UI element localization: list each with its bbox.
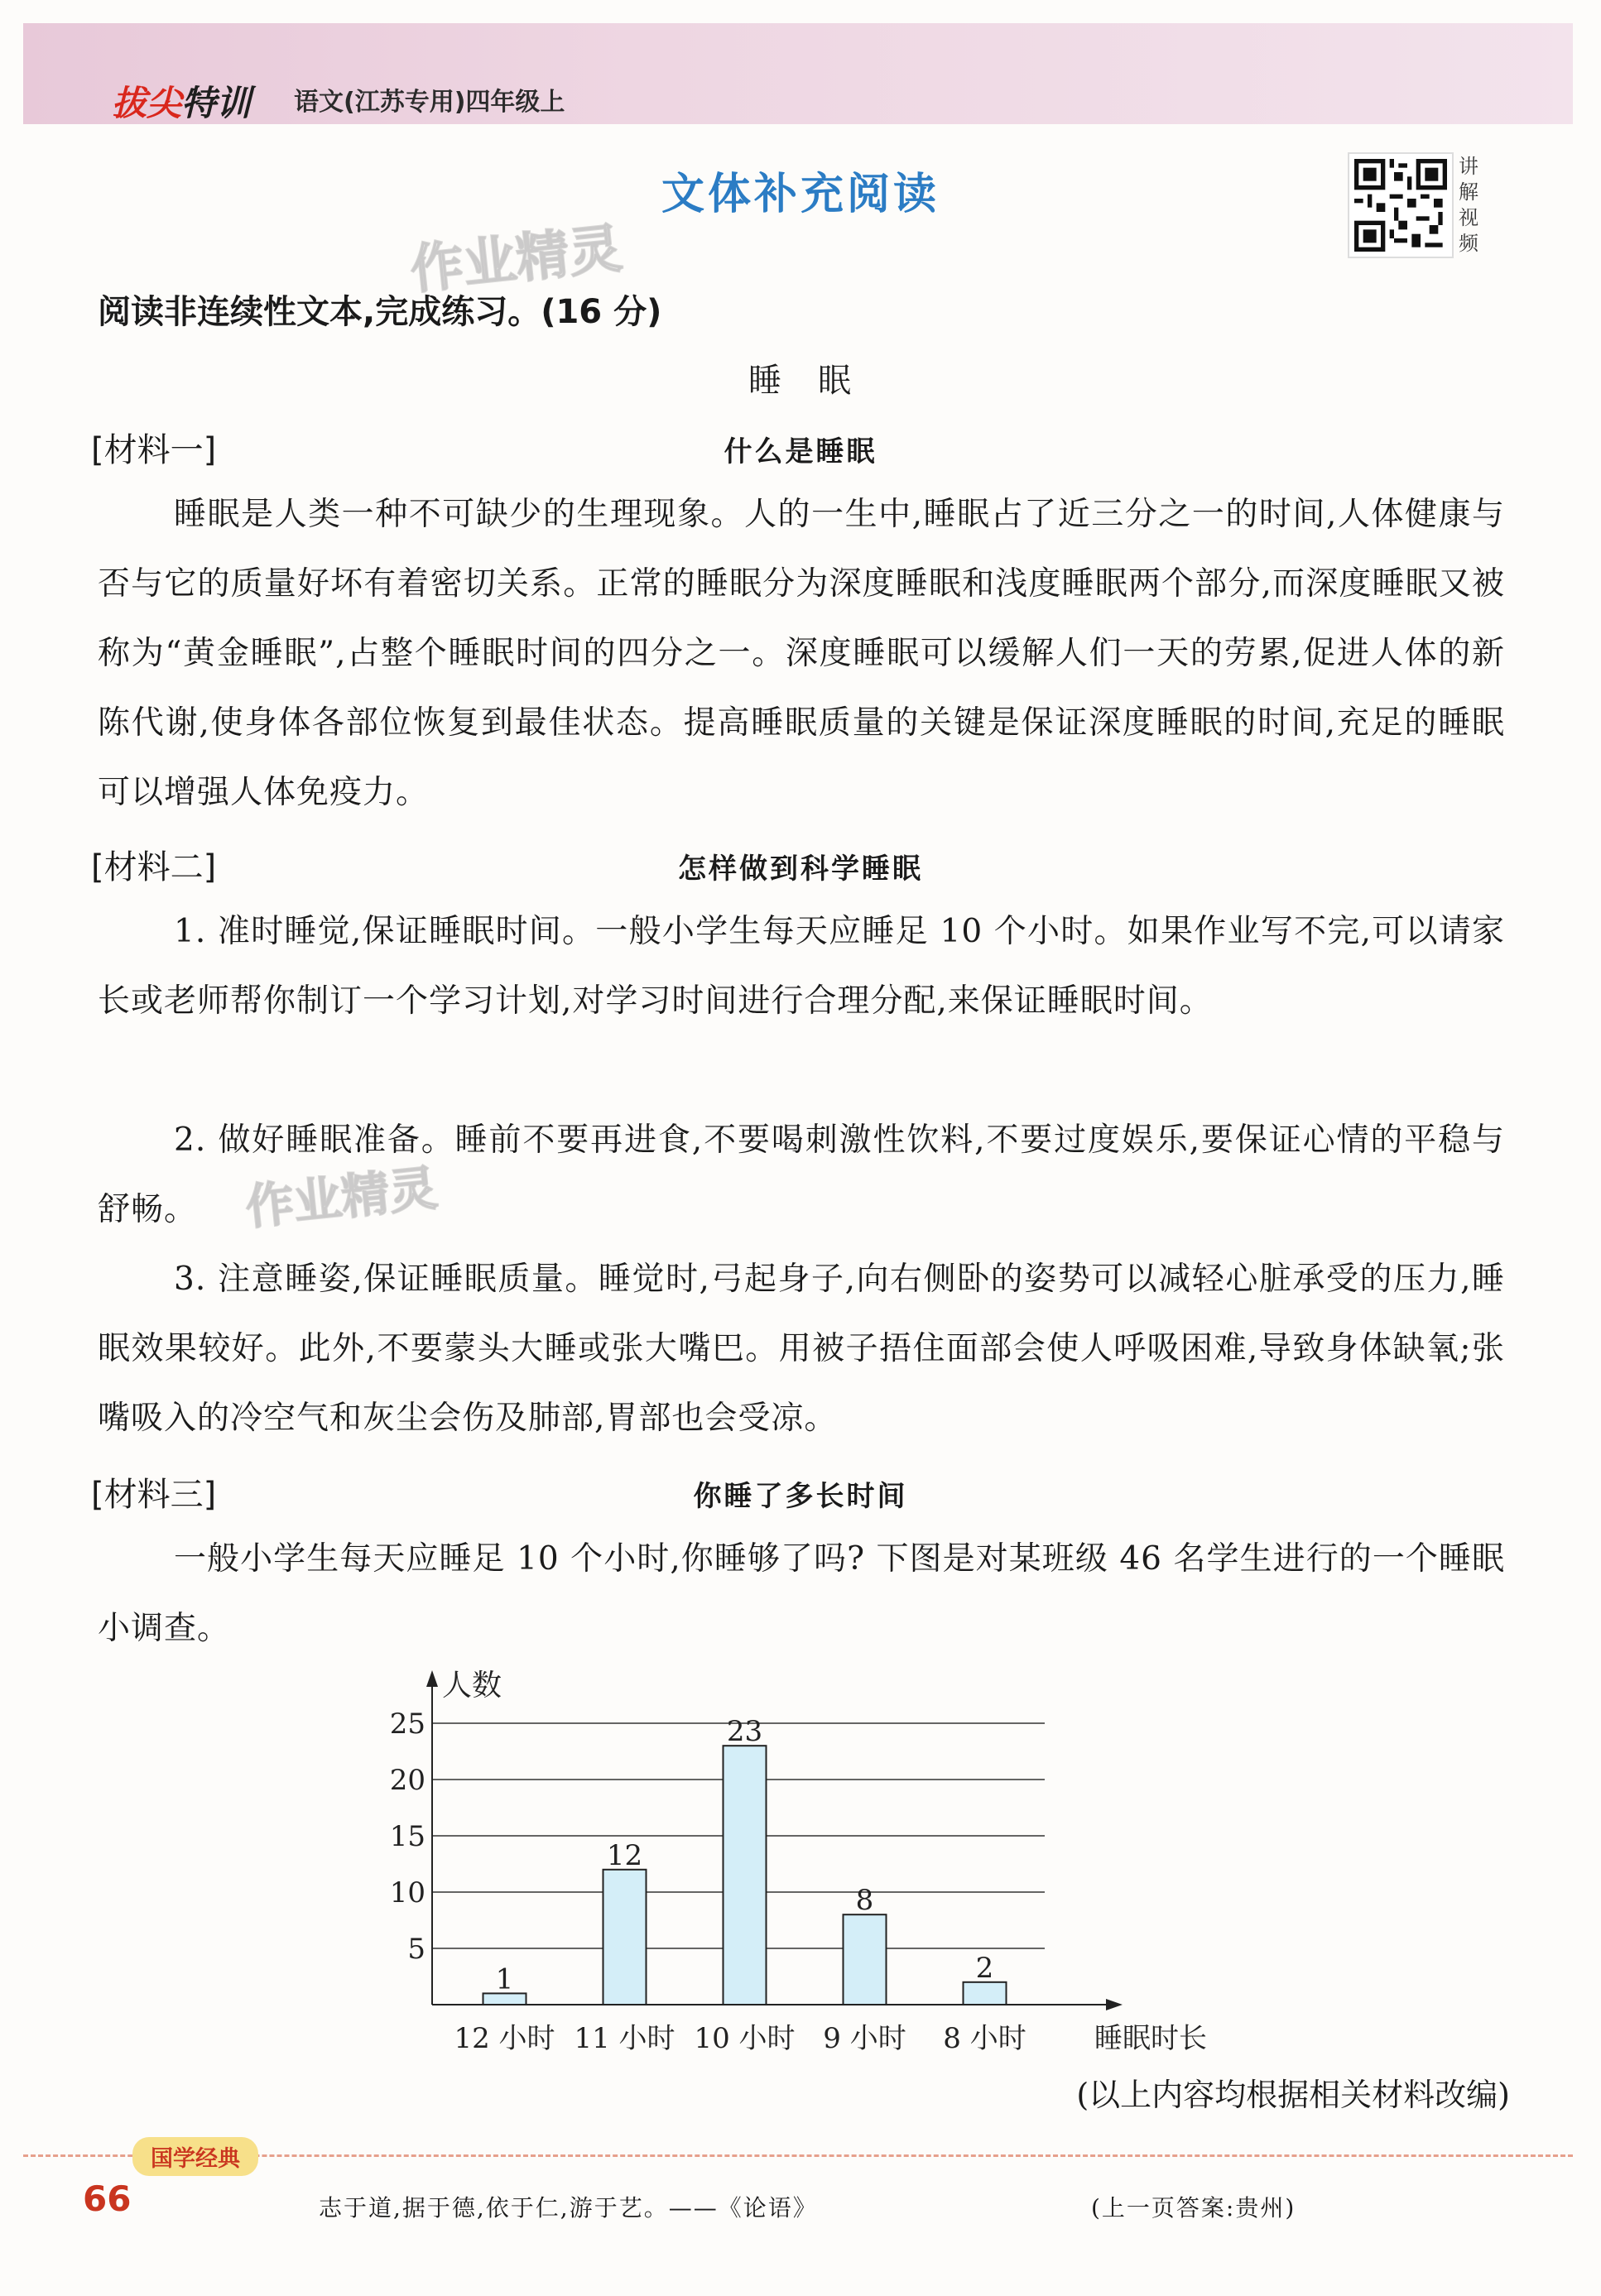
x-tick-label: 8 小时 [943, 2022, 1026, 2055]
qr-code-icon[interactable] [1348, 152, 1454, 258]
material-3-paragraph: 一般小学生每天应睡足 10 个小时,你睡够了吗? 下图是对某班级 46 名学生进行的一个睡眠小调查。 [98, 1540, 1505, 1647]
material-title-2: 怎样做到科学睡眠 [678, 853, 923, 886]
subject-label: 语文(江苏专用)四年级上 [294, 88, 565, 117]
y-tick-label: 20 [389, 1764, 425, 1797]
footer-tag: 国学经典 [132, 2137, 258, 2176]
x-tick-label: 12 小时 [454, 2022, 555, 2055]
header-band [23, 23, 1573, 124]
bar-value-label: 12 [606, 1838, 643, 1872]
article-title: 睡 眠 [748, 362, 853, 400]
y-tick-label: 10 [389, 1876, 425, 1909]
brand-red-text: 拔尖 [112, 83, 182, 123]
watermark: 作业精灵 [243, 1160, 440, 1236]
page-number: 66 [83, 2178, 132, 2219]
y-tick-label: 25 [389, 1708, 425, 1741]
material-1-paragraph: 睡眠是人类一种不可缺少的生理现象。人的一生中,睡眠占了近三分之一的时间,人体健康与否与它的质量好坏有着密切关系。正常的睡眠分为深度睡眠和浅度睡眠两个部分,而深度睡眠又被称为“黄金睡眠”,占整个睡眠时间的四分之一。深度睡眠可以缓解人们一天的劳累,促进人体的新陈代谢,使身体各部位恢复到最佳状态。提高睡眠质量的关键是保证深度睡眠的时间,充足的睡眠可以增强人体免疫力。 [98, 496, 1505, 811]
bar [603, 1870, 647, 2005]
footer-quote: 志于道,据于德,依于仁,游于艺。——《论语》 [319, 2194, 818, 2222]
previous-answer: (上一页答案:贵州) [1091, 2194, 1296, 2222]
bar [964, 1982, 1007, 2005]
material-2-paragraph-2: 2. 做好睡眠准备。睡前不要再进食,不要喝刺激性饮料,不要过度娱乐,要保证心情的平稳与舒畅。 [98, 1122, 1505, 1228]
x-axis-label: 睡眠时长 [1094, 2022, 1207, 2055]
x-tick-label: 9 小时 [823, 2022, 906, 2055]
bar-value-label: 8 [855, 1884, 874, 1918]
bar [844, 1914, 887, 2005]
y-tick-label: 15 [389, 1820, 425, 1853]
brand-logo [112, 76, 251, 126]
x-axis-arrow [1106, 1999, 1123, 2010]
bar-value-label: 1 [495, 1962, 514, 1996]
x-tick-label: 11 小时 [574, 2022, 675, 2055]
material-label-2: [材料二] [91, 848, 217, 886]
bar [724, 1746, 767, 2005]
y-tick-label: 5 [407, 1933, 425, 1966]
watermark: 作业精灵 [407, 218, 625, 302]
sleep-bar-chart [381, 1664, 1242, 2069]
material-2-paragraph-1: 1. 准时睡觉,保证睡眠时间。一般小学生每天应睡足 10 个小时。如果作业写不完,可以请家长或老师帮你制订一个学习计划,对学习时间进行合理分配,来保证睡眠时间。 [98, 913, 1505, 1020]
instruction-text: 阅读非连续性文本,完成练习。(16 分) [98, 293, 662, 331]
x-tick-label: 10 小时 [694, 2022, 796, 2055]
brand-black-text: 特训 [181, 83, 252, 123]
source-note: (以上内容均根据相关材料改编) [1076, 2077, 1510, 2113]
bar-value-label: 23 [726, 1715, 763, 1749]
material-2-paragraph-3: 3. 注意睡姿,保证睡眠质量。睡觉时,弓起身子,向右侧卧的姿势可以减轻心脏承受的压力,睡眠效果较好。此外,不要蒙头大睡或张大嘴巴。用被子捂住面部会使人呼吸困难,导致身体缺氧;张嘴吸入的冷空气和灰尘会伤及肺部,胃部也会受凉。 [98, 1261, 1505, 1437]
y-axis-label: 人数 [442, 1669, 502, 1703]
y-axis-arrow [426, 1670, 438, 1687]
qr-label: 讲解视频 [1459, 155, 1478, 255]
material-label-3: [材料三] [91, 1476, 217, 1514]
material-label-1: [材料一] [91, 431, 217, 469]
bar-value-label: 2 [975, 1951, 994, 1985]
material-title-3: 你睡了多长时间 [693, 1480, 908, 1513]
material-title-1: 什么是睡眠 [724, 435, 877, 468]
page-title: 文体补充阅读 [661, 170, 940, 219]
